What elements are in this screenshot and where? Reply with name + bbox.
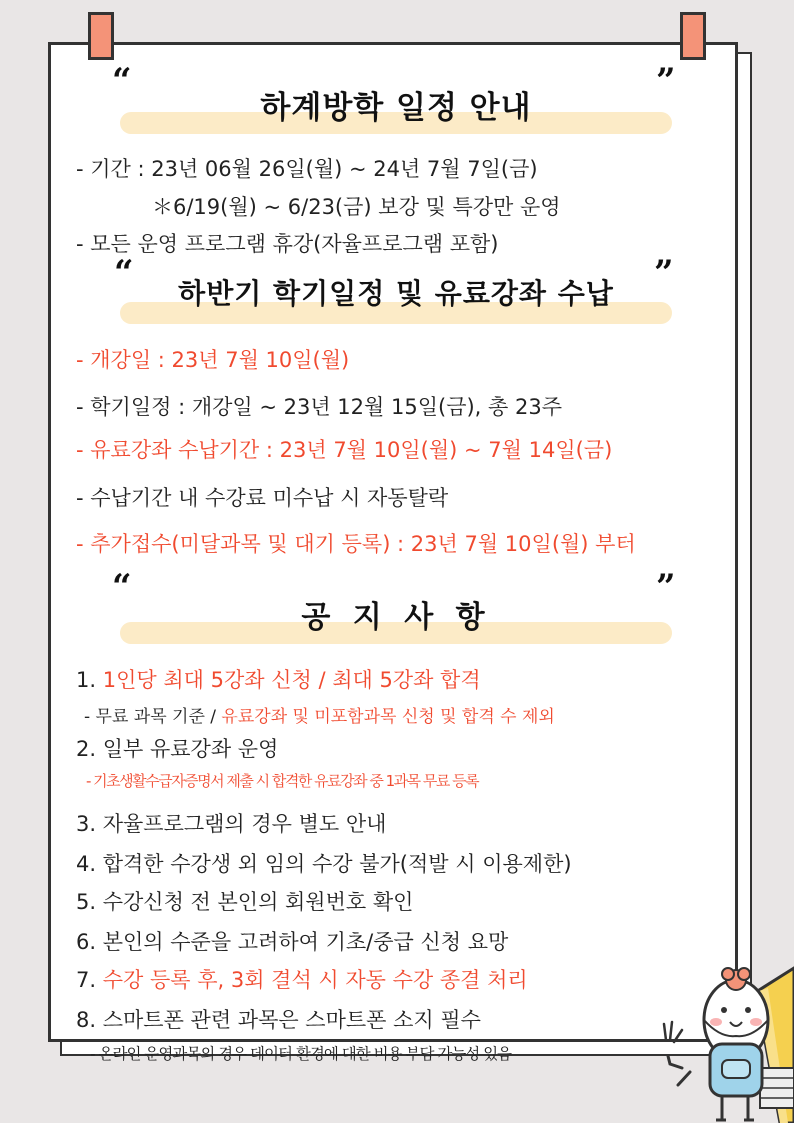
- s1-line-1: - 기간 : 23년 06월 26일(월) ~ 24년 7월 7일(금): [76, 157, 538, 181]
- s1-line-2: ＊6/19(월) ~ 6/23(금) 보강 및 특강만 운영: [152, 195, 561, 219]
- item1-text: 1인당 최대 5강좌 신청 / 최대 5강좌 합격: [102, 668, 481, 692]
- section1-title: 하계방학 일정 안내: [260, 90, 532, 126]
- mascot-character: [660, 960, 794, 1123]
- notice-item-8-sub: - 온라인 운영과목의 경우 데이터 환경에 대한 비용 부담 가능성 있음: [90, 1045, 512, 1063]
- paper-tab-left: [88, 12, 114, 60]
- section2-title-block: [120, 272, 672, 312]
- quote-open-2: “: [114, 253, 134, 293]
- section3-title-block: [120, 592, 672, 636]
- notice-item-7: [76, 964, 528, 994]
- quote-close-3: ”: [656, 567, 676, 607]
- section1-title-block: [120, 82, 672, 127]
- s1-line-3: - 모든 운영 프로그램 휴강(자율프로그램 포함): [76, 232, 499, 256]
- s2-line-2: - 학기일정 : 개강일 ~ 23년 12월 15일(금), 총 23주: [76, 395, 562, 419]
- quote-open-3: “: [112, 567, 132, 607]
- s2-line-5: - 추가접수(미달과목 및 대기 등록) : 23년 7월 10일(월) 부터: [76, 532, 636, 556]
- item1-number: 1.: [76, 668, 97, 692]
- quote-open-1: “: [112, 61, 132, 101]
- notice-item-2-sub: - 기초생활수급자증명서 제출 시 합격한 유료강좌 중 1과목 무료 등록: [86, 772, 479, 790]
- section2-title: 하반기 학기일정 및 유료강좌 수납: [178, 277, 614, 310]
- item1-sub-highlight: 유료강좌 및 미포함과목 신청 및 합격 수 제외: [221, 707, 555, 727]
- section3-title: 공 지 사 항: [301, 600, 491, 635]
- s2-line-3: - 유료강좌 수납기간 : 23년 7월 10일(월) ~ 7월 14일(금): [76, 438, 613, 462]
- s2-line-4: - 수납기간 내 수강료 미수납 시 자동탈락: [76, 486, 449, 510]
- notice-item-4: 4. 합격한 수강생 외 임의 수강 불가(적발 시 이용제한): [76, 852, 572, 876]
- notice-item-5: 5. 수강신청 전 본인의 회원번호 확인: [76, 890, 414, 914]
- item1-sub-prefix: - 무료 과목 기준 /: [84, 707, 217, 727]
- notice-item-6: 6. 본인의 수준을 고려하여 기초/중급 신청 요망: [76, 930, 509, 954]
- notice-item-2: 2. 일부 유료강좌 운영: [76, 737, 279, 761]
- notice-item-8: 8. 스마트폰 관련 과목은 스마트폰 소지 필수: [76, 1008, 481, 1032]
- notice-item-3: 3. 자율프로그램의 경우 별도 안내: [76, 812, 387, 836]
- notice-item-1: [76, 664, 481, 694]
- quote-close-1: ”: [656, 61, 676, 101]
- quote-close-2: ”: [654, 253, 674, 293]
- paper-tab-right: [680, 12, 706, 60]
- item7-text: 수강 등록 후, 3회 결석 시 자동 수강 종결 처리: [102, 968, 528, 992]
- item7-number: 7.: [76, 968, 97, 992]
- s2-line-1: - 개강일 : 23년 7월 10일(월): [76, 348, 350, 372]
- notice-item-1-sub: [84, 702, 555, 727]
